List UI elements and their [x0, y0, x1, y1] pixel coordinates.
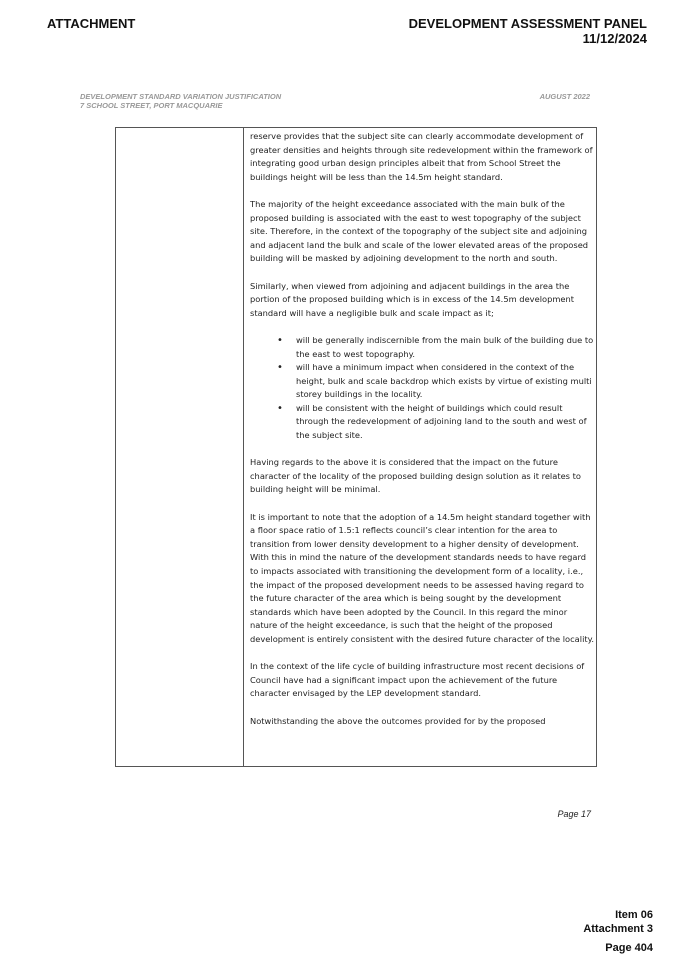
footer-item: Item 06 [615, 909, 653, 921]
document-title: DEVELOPMENT STANDARD VARIATION JUSTIFICATION [80, 92, 282, 101]
footer [583, 908, 653, 955]
panel-header [409, 16, 647, 46]
content-table [115, 127, 597, 767]
paragraph: reserve provides that the subject site can clearly accommodate development of greater densities and heights through site redevelopment within the framework of integrating good urban design principles albeit that from School Street the buildings height will be less than the 14.5m height standard. [250, 131, 593, 182]
document-address: 7 SCHOOL STREET, PORT MACQUARIE [80, 101, 223, 110]
footer-page: Page 404 [605, 942, 653, 954]
panel-date: 11/12/2024 [582, 31, 647, 46]
footer-attachment: Attachment 3 [583, 923, 653, 935]
content-cell [250, 130, 594, 742]
bullet-item: • will be generally indiscernible from the main bulk of the building due to the east to west topography. [296, 334, 594, 361]
page-number: Page 17 [557, 809, 591, 819]
bullet-list [250, 334, 594, 443]
attachment-label: ATTACHMENT [47, 16, 136, 31]
document-date: AUGUST 2022 [539, 92, 590, 101]
panel-title: DEVELOPMENT ASSESSMENT PANEL [408, 16, 647, 31]
paragraph: In the context of the life cycle of building infrastructure most recent decisions of Council have had a significant impact upon the achievement of the future character envisaged by the LEP development standard. [250, 661, 585, 699]
paragraph: Having regards to the above it is considered that the impact on the future character of the locality of the proposed building design solution as it relates to building height will be minimal. [250, 457, 581, 495]
paragraph: The majority of the height exceedance associated with the main bulk of the proposed building is associated with the east to west topography of the subject site. Therefore, in the context of the topography of the subject site and adjoining and adjacent land the bulk and scale of the lower elevated areas of the proposed building will be masked by adjoining development to the north and south. [250, 198, 589, 264]
paragraph: It is important to note that the adoption of a 14.5m height standard together with a floor space ratio of 1.5:1 reflects council’s clear intention for the area to transition from lower density development to a higher density of development. With this in mind the nature of the development standards needs to have regard to impacts associated with transitioning the development form of a locality, i.e., the impact of the proposed development needs to be assessed having regard to the future character of the area which is being sought by the development standards which have been adopted by the Council. In this regard the minor nature of the height exceedance, is such that the height of the proposed development is entirely consistent with the desired future character of the locality. [250, 511, 594, 644]
bullet-item: • will have a minimum impact when considered in the context of the height, bulk and scale backdrop which exists by virtue of existing multi storey buildings in the locality. [296, 361, 594, 402]
paragraph: Similarly, when viewed from adjoining and adjacent buildings in the area the portion of the proposed building which is in excess of the 14.5m development standard will have a negligible bulk and scale impact as it; [250, 280, 575, 318]
bullet-item: • will be consistent with the height of buildings which could result through the redevelopment of adjoining land to the south and west of the subject site. [296, 402, 594, 443]
paragraph: Notwithstanding the above the outcomes provided for by the proposed [250, 715, 546, 726]
column-divider [243, 128, 244, 766]
document-header [80, 92, 281, 110]
